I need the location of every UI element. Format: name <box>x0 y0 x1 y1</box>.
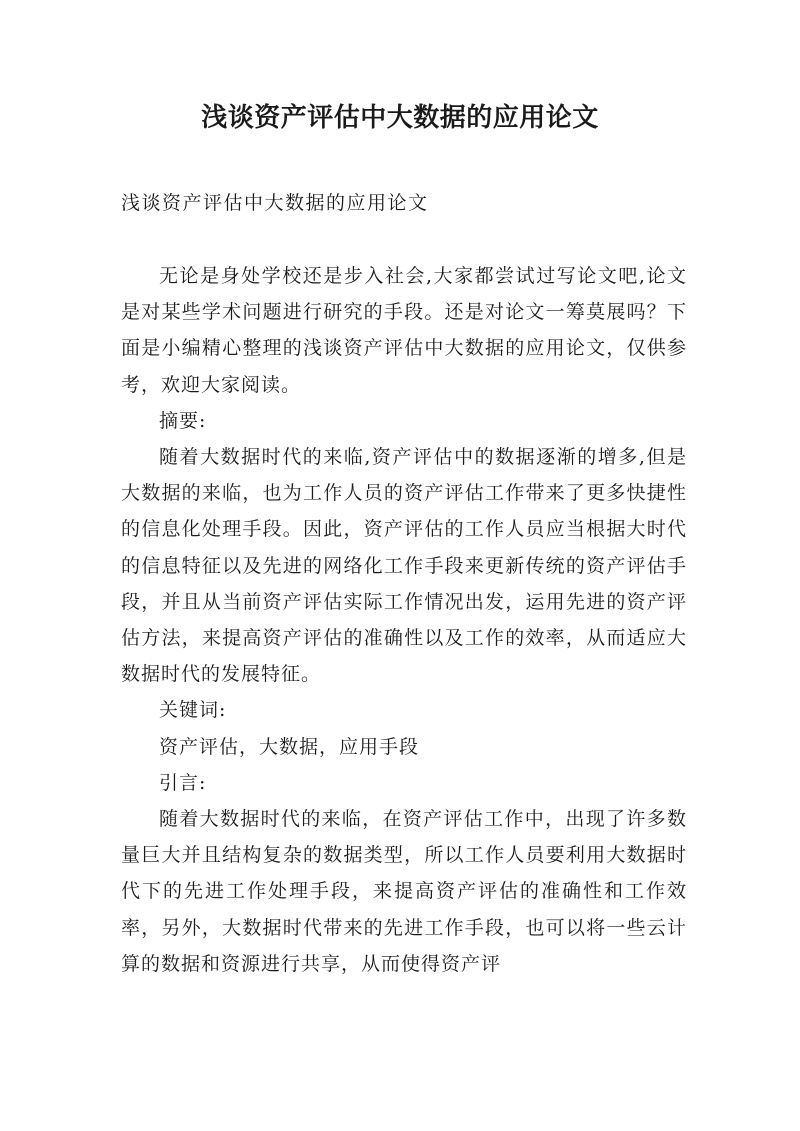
keywords-heading: 关键词: <box>159 699 227 722</box>
introduction-heading: 引言: <box>159 771 207 794</box>
document-title: 浅谈资产评估中大数据的应用论文 <box>201 103 599 133</box>
keywords-list: 资产评估，大数据，应用手段 <box>159 735 420 758</box>
document-subtitle: 浅谈资产评估中大数据的应用论文 <box>121 192 429 214</box>
abstract-heading: 摘要: <box>159 409 207 432</box>
abstract-paragraph: 随着大数据时代的来临,资产评估中的数据逐渐的增多,但是大数据的来临，也为工作人员的资产评估工作带来了更多快捷性的信息化处理手段。因此，资产评估的工作人员应当根据大时代的信息特征以及先进的网络化工作手段来更新传统的资产评估手段，并且从当前资产评估实际工作情况出发，运用先进的资产评估方法，来提高资产评估的准确性以及工作的效率，从而适应大数据时代的发展特征。 <box>121 446 687 686</box>
intro-paragraph: 无论是身处学校还是步入社会,大家都尝试过写论文吧,论文是对某些学术问题进行研究的手段。还是对论文一筹莫展吗？下面是小编精心整理的浅谈资产评估中大数据的应用论文，仅供参考，欢迎大家阅读。 <box>121 265 687 396</box>
document-body <box>121 258 687 982</box>
introduction-paragraph: 随着大数据时代的来临，在资产评估工作中，出现了许多数量巨大并且结构复杂的数据类型，所以工作人员要利用大数据时代下的先进工作处理手段，来提高资产评估的准确性和工作效率，另外，大数据时代带来的先进工作手段，也可以将一些云计算的数据和资源进行共享，从而使得资产评 <box>121 808 687 975</box>
